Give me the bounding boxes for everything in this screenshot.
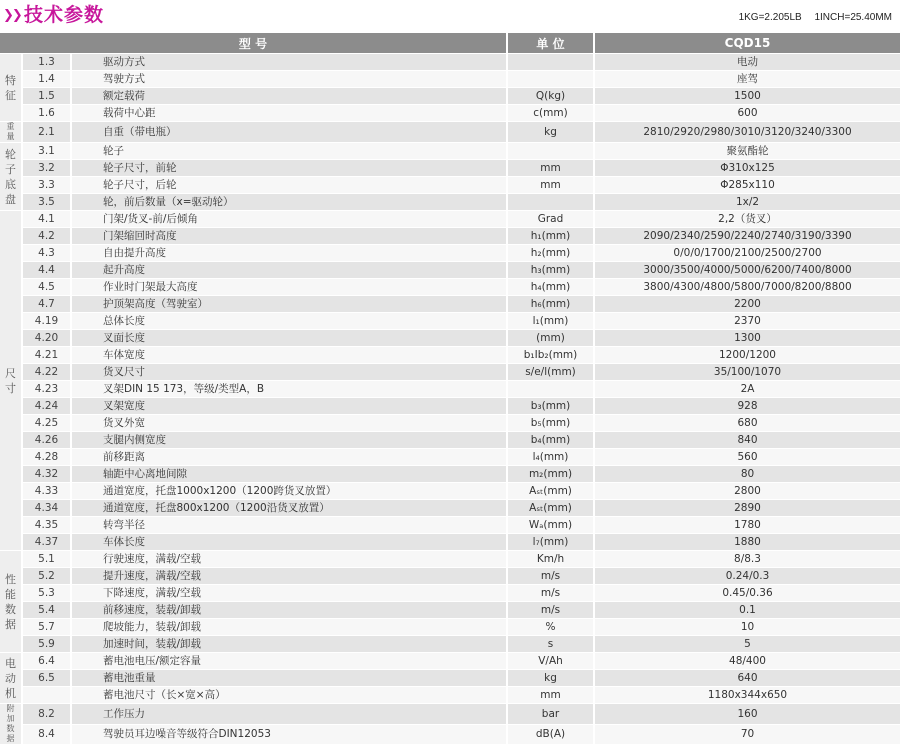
- row-unit: s: [508, 636, 595, 653]
- row-value: 600: [595, 105, 900, 122]
- row-unit: (mm): [508, 330, 595, 347]
- row-description: 轮子尺寸，前轮: [72, 160, 508, 177]
- row-unit: m₂(mm): [508, 466, 595, 483]
- row-unit: %: [508, 619, 595, 636]
- row-unit: c(mm): [508, 105, 595, 122]
- table-row: [0, 71, 900, 88]
- table-row: [0, 54, 900, 71]
- row-number: 5.2: [23, 568, 72, 585]
- spec-table-body: [0, 54, 900, 745]
- row-value: Φ310x125: [595, 160, 900, 177]
- row-number: 4.4: [23, 262, 72, 279]
- row-unit: l₇(mm): [508, 534, 595, 551]
- row-number: [23, 687, 72, 704]
- table-row: [0, 466, 900, 483]
- row-value: 0.24/0.3: [595, 568, 900, 585]
- row-number: 4.28: [23, 449, 72, 466]
- row-unit: mm: [508, 160, 595, 177]
- group-label: 重 量: [0, 122, 23, 143]
- row-number: 4.25: [23, 415, 72, 432]
- row-unit: m/s: [508, 568, 595, 585]
- table-row: [0, 177, 900, 194]
- table-row: [0, 432, 900, 449]
- row-value: 560: [595, 449, 900, 466]
- row-number: 1.3: [23, 54, 72, 71]
- row-value: 0/0/0/1700/2100/2500/2700: [595, 245, 900, 262]
- row-value: 2090/2340/2590/2240/2740/3190/3390: [595, 228, 900, 245]
- row-value: 电动: [595, 54, 900, 71]
- section-header: [0, 0, 900, 32]
- table-row: [0, 296, 900, 313]
- row-description: 叉架宽度: [72, 398, 508, 415]
- row-description: 门架/货叉-前/后倾角: [72, 211, 508, 228]
- row-value: 1780: [595, 517, 900, 534]
- row-unit: bar: [508, 704, 595, 725]
- row-unit: h₃(mm): [508, 262, 595, 279]
- row-unit: [508, 143, 595, 160]
- row-value: 70: [595, 725, 900, 745]
- row-value: 48/400: [595, 653, 900, 670]
- row-value: 2,2（货叉）: [595, 211, 900, 228]
- row-description: 总体长度: [72, 313, 508, 330]
- row-number: 2.1: [23, 122, 72, 143]
- row-value: 80: [595, 466, 900, 483]
- row-value: 0.45/0.36: [595, 585, 900, 602]
- row-description: 货叉尺寸: [72, 364, 508, 381]
- row-value: 840: [595, 432, 900, 449]
- table-row: [0, 653, 900, 670]
- table-row: [0, 279, 900, 296]
- row-value: 2A: [595, 381, 900, 398]
- row-description: 自由提升高度: [72, 245, 508, 262]
- row-value: 1180x344x650: [595, 687, 900, 704]
- row-number: 4.19: [23, 313, 72, 330]
- table-row: [0, 330, 900, 347]
- row-description: 转弯半径: [72, 517, 508, 534]
- row-value: 2370: [595, 313, 900, 330]
- row-number: 5.9: [23, 636, 72, 653]
- row-unit: s/e/l(mm): [508, 364, 595, 381]
- table-row: [0, 364, 900, 381]
- table-row: [0, 534, 900, 551]
- row-number: 4.34: [23, 500, 72, 517]
- row-description: 前移速度，装载/卸载: [72, 602, 508, 619]
- row-unit: b₅(mm): [508, 415, 595, 432]
- row-description: 车体长度: [72, 534, 508, 551]
- row-description: 叉架DIN 15 173，等级/类型A，B: [72, 381, 508, 398]
- row-description: 驱动方式: [72, 54, 508, 71]
- row-number: 1.6: [23, 105, 72, 122]
- row-number: 4.24: [23, 398, 72, 415]
- row-description: 门架缩回时高度: [72, 228, 508, 245]
- table-row: [0, 398, 900, 415]
- row-description: 轮子尺寸，后轮: [72, 177, 508, 194]
- row-unit: m/s: [508, 585, 595, 602]
- table-row: [0, 551, 900, 568]
- table-row: [0, 313, 900, 330]
- row-unit: Aₛₜ(mm): [508, 483, 595, 500]
- table-row: [0, 228, 900, 245]
- row-value: 1500: [595, 88, 900, 105]
- row-unit: m/s: [508, 602, 595, 619]
- row-description: 通道宽度，托盘1000x1200（1200跨货叉放置）: [72, 483, 508, 500]
- row-unit: b₄(mm): [508, 432, 595, 449]
- row-description: 蓄电池重量: [72, 670, 508, 687]
- table-row: [0, 122, 900, 143]
- row-number: 5.3: [23, 585, 72, 602]
- row-description: 驾驶方式: [72, 71, 508, 88]
- column-header-model: 型 号: [0, 33, 508, 54]
- row-number: 6.4: [23, 653, 72, 670]
- inch-mm-conversion: 1INCH=25.40MM: [814, 12, 892, 23]
- row-value: 聚氨酯轮: [595, 143, 900, 160]
- row-number: 8.4: [23, 725, 72, 745]
- row-value: 2800: [595, 483, 900, 500]
- row-number: 1.5: [23, 88, 72, 105]
- table-row: [0, 211, 900, 228]
- row-value: 3800/4300/4800/5800/7000/8200/8800: [595, 279, 900, 296]
- row-unit: [508, 194, 595, 211]
- table-row: [0, 687, 900, 704]
- row-number: 4.1: [23, 211, 72, 228]
- row-unit: [508, 54, 595, 71]
- row-value: 1200/1200: [595, 347, 900, 364]
- table-row: [0, 194, 900, 211]
- row-unit: h₆(mm): [508, 296, 595, 313]
- table-row: [0, 619, 900, 636]
- row-number: 3.2: [23, 160, 72, 177]
- row-description: 蓄电池电压/额定容量: [72, 653, 508, 670]
- row-description: 工作压力: [72, 704, 508, 725]
- row-unit: l₄(mm): [508, 449, 595, 466]
- table-row: [0, 262, 900, 279]
- row-value: 2200: [595, 296, 900, 313]
- row-number: 3.5: [23, 194, 72, 211]
- row-unit: l₁(mm): [508, 313, 595, 330]
- group-label: 特 征: [0, 54, 23, 122]
- row-description: 轴距中心离地间隙: [72, 466, 508, 483]
- column-header-value: CQD15: [595, 33, 900, 54]
- row-number: 4.35: [23, 517, 72, 534]
- table-row: [0, 88, 900, 105]
- row-description: 载荷中心距: [72, 105, 508, 122]
- table-row: [0, 381, 900, 398]
- row-unit: [508, 71, 595, 88]
- row-description: 起升高度: [72, 262, 508, 279]
- row-unit: mm: [508, 687, 595, 704]
- row-description: 车体宽度: [72, 347, 508, 364]
- row-value: 座驾: [595, 71, 900, 88]
- row-value: 1880: [595, 534, 900, 551]
- row-number: 4.7: [23, 296, 72, 313]
- row-number: 5.7: [23, 619, 72, 636]
- row-description: 自重（带电瓶）: [72, 122, 508, 143]
- row-number: 4.23: [23, 381, 72, 398]
- row-number: 4.20: [23, 330, 72, 347]
- row-unit: b₁Ib₂(mm): [508, 347, 595, 364]
- table-row: [0, 568, 900, 585]
- double-chevron-right-icon: ❯❯: [3, 6, 21, 26]
- row-unit: b₃(mm): [508, 398, 595, 415]
- row-number: 5.1: [23, 551, 72, 568]
- row-unit: V/Ah: [508, 653, 595, 670]
- table-row: [0, 160, 900, 177]
- row-value: 2890: [595, 500, 900, 517]
- column-header-unit: 单 位: [508, 33, 595, 54]
- row-number: 4.37: [23, 534, 72, 551]
- row-description: 前移距离: [72, 449, 508, 466]
- row-description: 行驶速度，满载/空载: [72, 551, 508, 568]
- row-description: 护顶架高度（驾驶室）: [72, 296, 508, 313]
- row-description: 叉面长度: [72, 330, 508, 347]
- table-row: [0, 602, 900, 619]
- spec-table: [0, 33, 900, 745]
- row-description: 加速时间，装载/卸载: [72, 636, 508, 653]
- row-value: 10: [595, 619, 900, 636]
- row-unit: kg: [508, 670, 595, 687]
- row-description: 爬坡能力，装载/卸载: [72, 619, 508, 636]
- table-row: [0, 483, 900, 500]
- row-value: 0.1: [595, 602, 900, 619]
- row-number: 4.2: [23, 228, 72, 245]
- table-row: [0, 105, 900, 122]
- row-number: 4.21: [23, 347, 72, 364]
- unit-conversion-note: [739, 11, 892, 25]
- group-label: 电 动 机: [0, 653, 23, 704]
- table-row: [0, 585, 900, 602]
- group-label: 尺 寸: [0, 211, 23, 551]
- row-unit: dB(A): [508, 725, 595, 745]
- row-unit: kg: [508, 122, 595, 143]
- row-value: 5: [595, 636, 900, 653]
- row-unit: mm: [508, 177, 595, 194]
- table-row: [0, 415, 900, 432]
- row-value: 3000/3500/4000/5000/6200/7400/8000: [595, 262, 900, 279]
- row-number: 8.2: [23, 704, 72, 725]
- table-row: [0, 143, 900, 160]
- row-number: 5.4: [23, 602, 72, 619]
- row-value: 928: [595, 398, 900, 415]
- row-value: 160: [595, 704, 900, 725]
- row-unit: h₄(mm): [508, 279, 595, 296]
- row-number: 4.22: [23, 364, 72, 381]
- row-unit: Km/h: [508, 551, 595, 568]
- row-description: 额定载荷: [72, 88, 508, 105]
- table-row: [0, 245, 900, 262]
- row-description: 货叉外宽: [72, 415, 508, 432]
- row-number: 4.26: [23, 432, 72, 449]
- row-value: 640: [595, 670, 900, 687]
- group-label: 附 加 数 据: [0, 704, 23, 745]
- table-row: [0, 725, 900, 745]
- row-value: 680: [595, 415, 900, 432]
- group-label: 轮 子 底 盘: [0, 143, 23, 211]
- kg-lb-conversion: 1KG=2.205LB: [739, 12, 802, 23]
- row-unit: h₁(mm): [508, 228, 595, 245]
- row-number: 6.5: [23, 670, 72, 687]
- table-row: [0, 517, 900, 534]
- row-value: 35/100/1070: [595, 364, 900, 381]
- row-description: 下降速度，满载/空载: [72, 585, 508, 602]
- row-number: 4.3: [23, 245, 72, 262]
- row-number: 3.1: [23, 143, 72, 160]
- row-description: 支腿内侧宽度: [72, 432, 508, 449]
- row-unit: Grad: [508, 211, 595, 228]
- row-unit: h₂(mm): [508, 245, 595, 262]
- row-number: 4.33: [23, 483, 72, 500]
- table-row: [0, 500, 900, 517]
- row-description: 作业时门架最大高度: [72, 279, 508, 296]
- row-unit: [508, 381, 595, 398]
- row-description: 驾驶员耳边噪音等级符合DIN12053: [72, 725, 508, 745]
- table-row: [0, 347, 900, 364]
- row-number: 4.5: [23, 279, 72, 296]
- row-number: 1.4: [23, 71, 72, 88]
- row-description: 轮子: [72, 143, 508, 160]
- table-header-row: [0, 33, 900, 54]
- row-description: 通道宽度，托盘800x1200（1200沿货叉放置）: [72, 500, 508, 517]
- section-title: 技术参数: [24, 3, 104, 27]
- row-value: 2810/2920/2980/3010/3120/3240/3300: [595, 122, 900, 143]
- row-unit: Q(kg): [508, 88, 595, 105]
- row-description: 轮，前后数量（x=驱动轮）: [72, 194, 508, 211]
- row-unit: Wₐ(mm): [508, 517, 595, 534]
- row-value: 1300: [595, 330, 900, 347]
- table-row: [0, 449, 900, 466]
- row-value: 1x/2: [595, 194, 900, 211]
- table-row: [0, 636, 900, 653]
- row-unit: Aₛₜ(mm): [508, 500, 595, 517]
- row-description: 提升速度，满载/空载: [72, 568, 508, 585]
- row-value: 8/8.3: [595, 551, 900, 568]
- row-value: Φ285x110: [595, 177, 900, 194]
- row-description: 蓄电池尺寸（长×宽×高）: [72, 687, 508, 704]
- row-number: 4.32: [23, 466, 72, 483]
- row-number: 3.3: [23, 177, 72, 194]
- group-label: 性 能 数 据: [0, 551, 23, 653]
- table-row: [0, 704, 900, 725]
- table-row: [0, 670, 900, 687]
